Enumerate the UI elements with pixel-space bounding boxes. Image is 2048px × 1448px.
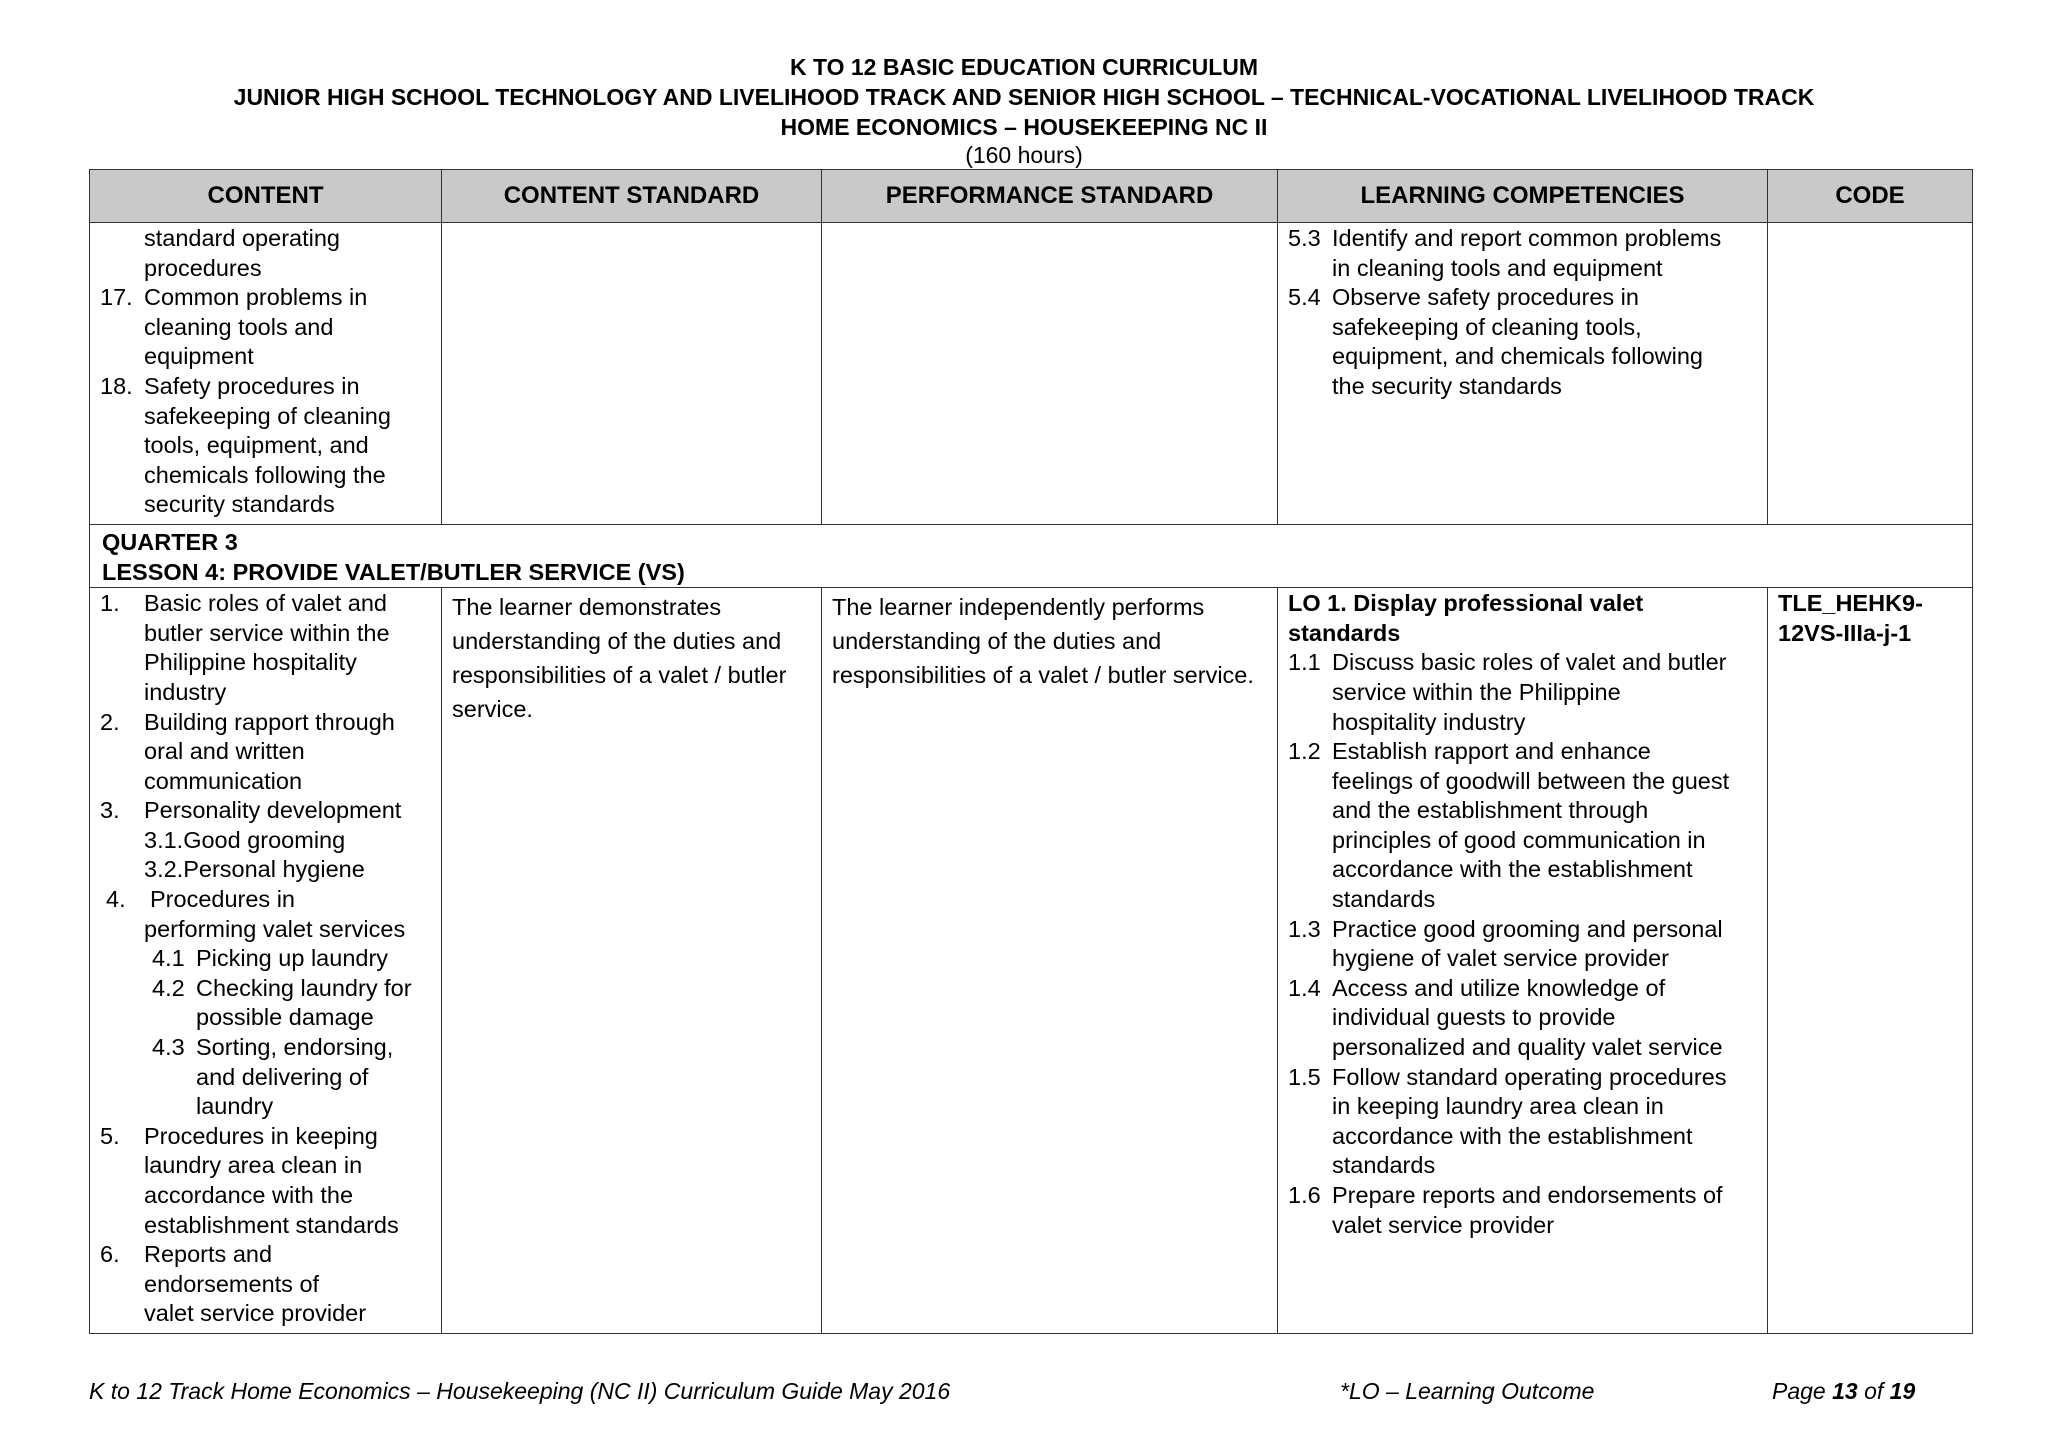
content-line: endorsements of [144, 1270, 320, 1297]
content-line: safekeeping of cleaning [144, 402, 391, 429]
competency-number: 1.1 [1288, 649, 1321, 676]
content-line: Procedures in keeping [144, 1122, 378, 1149]
content-line: tools, equipment, and [144, 432, 369, 459]
content-line: butler service within the [144, 619, 390, 646]
competency-line: accordance with the establishment [1332, 856, 1693, 883]
code-line: TLE_HEHK9- [1778, 590, 1923, 617]
competency-line: principles of good communication in [1332, 826, 1706, 853]
competency-line: Observe safety procedures in [1332, 284, 1639, 311]
code-line: 12VS-IIIa-j-1 [1778, 619, 1912, 646]
content-line: Reports and [144, 1241, 273, 1268]
content-line: Sorting, endorsing, [196, 1034, 394, 1061]
list-item [1288, 1063, 1757, 1181]
column-header-performance-standard: PERFORMANCE STANDARD [822, 170, 1278, 223]
competency-line: standards [1332, 886, 1436, 913]
competency-line: service within the Philippine [1332, 678, 1621, 705]
content-line: Procedures in [150, 886, 295, 913]
content-line: Building rapport through [144, 708, 395, 735]
page-total: 19 [1889, 1378, 1916, 1404]
table-row [90, 588, 1973, 1334]
sub-item: 3.2.Personal hygiene [144, 856, 365, 883]
content-line: valet service provider [144, 1300, 367, 1327]
competency-line: in cleaning tools and equipment [1332, 254, 1663, 281]
list-item [1288, 1181, 1757, 1240]
content-standard-cell [442, 588, 822, 1334]
competency-line: equipment, and chemicals following [1332, 343, 1703, 370]
curriculum-table [89, 169, 1973, 1334]
competency-line: Identify and report common problems [1332, 225, 1722, 251]
list-item [1288, 648, 1757, 737]
content-line: cleaning tools and [144, 313, 334, 340]
content-line: Picking up laundry [196, 945, 389, 972]
competency-line: feelings of goodwill between the guest [1332, 767, 1730, 794]
content-standard-text: The learner demonstrates understanding of the duties and responsibilities of a valet / butler service. [452, 594, 787, 723]
list-item [100, 1240, 431, 1299]
list-item [100, 1122, 431, 1240]
content-line: chemicals following the [144, 461, 386, 488]
competency-line: Access and utilize knowledge of [1332, 974, 1666, 1001]
item-number: 2. [100, 708, 120, 735]
competency-number: 1.6 [1288, 1182, 1321, 1208]
competency-number: 1.3 [1288, 915, 1321, 942]
header-title: K TO 12 BASIC EDUCATION CURRICULUM [789, 54, 1259, 80]
item-number: 18. [100, 372, 133, 399]
list-item [100, 885, 431, 944]
footer-lo-note: *LO – Learning Outcome [1340, 1378, 1595, 1404]
document-header [0, 52, 2048, 168]
sub-item-number: 4.3 [152, 1034, 185, 1061]
competency-line: in keeping laundry area clean in [1332, 1093, 1664, 1120]
content-line: possible damage [196, 1004, 374, 1031]
content-line: Safety procedures in [144, 372, 360, 399]
competency-number: 5.3 [1288, 225, 1321, 251]
item-number: 5. [100, 1122, 120, 1149]
content-line: establishment standards [144, 1211, 399, 1238]
competency-line: standards [1332, 1152, 1436, 1179]
content-line: laundry area clean in [144, 1152, 363, 1179]
list-item [1288, 974, 1757, 1063]
column-header-content-standard: CONTENT STANDARD [442, 170, 822, 223]
content-line: communication [144, 767, 303, 794]
content-line: and delivering of [196, 1063, 369, 1090]
competency-line: hygiene of valet service provider [1332, 945, 1670, 972]
sub-item [152, 1033, 431, 1122]
content-line: oral and written [144, 738, 305, 765]
competency-line: Practice good grooming and personal [1332, 915, 1723, 942]
competency-line: safekeeping of cleaning tools, [1332, 313, 1642, 340]
quarter-cell [90, 524, 1973, 587]
list-item [100, 224, 431, 283]
list-item [100, 372, 431, 520]
list-item [1288, 737, 1757, 915]
competency-line: Establish rapport and enhance [1332, 738, 1651, 765]
code-cell [1768, 588, 1973, 1334]
quarter-label: QUARTER 3 [102, 528, 238, 555]
performance-standard-text: The learner independently performs understanding of the duties and responsibilities of a valet / butler service. [832, 594, 1254, 689]
competency-line: valet service provider [1332, 1211, 1555, 1238]
content-line: standard operating [144, 225, 340, 251]
content-line: equipment [144, 343, 254, 370]
competency-number: 1.4 [1288, 974, 1321, 1001]
column-header-content: CONTENT [90, 170, 442, 223]
sub-item: 3.1.Good grooming [144, 826, 346, 853]
content-line: performing valet services [144, 915, 406, 942]
sub-item-number: 4.2 [152, 974, 185, 1001]
list-item [100, 796, 431, 826]
competency-line: individual guests to provide [1332, 1004, 1616, 1031]
header-hours: (160 hours) [965, 142, 1083, 168]
content-line: Basic roles of valet and [144, 590, 387, 617]
performance-standard-cell [822, 588, 1278, 1334]
table-row [90, 223, 1973, 525]
learning-outcome-title: LO 1. Display professional valet standards [1288, 590, 1644, 646]
list-item [1288, 283, 1757, 401]
competency-line: accordance with the establishment [1332, 1122, 1693, 1149]
content-line: industry [144, 678, 227, 705]
sub-item [152, 974, 431, 1033]
header-subject: HOME ECONOMICS – HOUSEKEEPING NC II [780, 114, 1268, 140]
footer-page-number [1772, 1377, 1915, 1405]
item-number: 4. [106, 886, 126, 913]
page-current: 13 [1832, 1378, 1858, 1404]
content-line: Checking laundry for [196, 974, 412, 1001]
competency-line: the security standards [1332, 372, 1562, 399]
sub-item [152, 944, 431, 974]
competency-line: personalized and quality valet service [1332, 1034, 1723, 1061]
competency-number: 1.5 [1288, 1063, 1321, 1090]
competency-number: 1.2 [1288, 738, 1321, 765]
list-item [100, 283, 431, 372]
content-line: laundry [196, 1093, 274, 1120]
lesson-label: LESSON 4: PROVIDE VALET/BUTLER SERVICE (VS) [102, 558, 685, 585]
content-line: security standards [144, 491, 335, 518]
item-number: 3. [100, 797, 120, 824]
content-line: Common problems in [144, 284, 368, 311]
list-item [1288, 915, 1757, 974]
sub-list [100, 826, 431, 885]
content-standard-cell [442, 223, 822, 525]
list-item [100, 708, 431, 797]
content-cell [90, 223, 442, 525]
quarter-row [90, 524, 1973, 587]
content-line: Personality development [144, 797, 402, 824]
table-header-row [90, 170, 1973, 223]
content-line: Philippine hospitality [144, 649, 357, 676]
item-number: 1. [100, 590, 120, 617]
column-header-learning-competencies: LEARNING COMPETENCIES [1278, 170, 1768, 223]
page-of: of [1857, 1378, 1890, 1404]
list-item [1288, 224, 1757, 283]
competency-line: Discuss basic roles of valet and butler [1332, 649, 1727, 676]
column-header-code: CODE [1768, 170, 1973, 223]
code-cell [1768, 223, 1973, 525]
competency-number: 5.4 [1288, 284, 1321, 311]
item-number: 6. [100, 1241, 120, 1268]
competency-line: and the establishment through [1332, 797, 1649, 824]
item-number: 17. [100, 284, 133, 311]
competency-line: Prepare reports and endorsements of [1332, 1182, 1723, 1208]
content-line: accordance with the [144, 1182, 354, 1208]
content-cell [90, 588, 442, 1334]
page-prefix: Page [1772, 1378, 1833, 1404]
header-track: JUNIOR HIGH SCHOOL TECHNOLOGY AND LIVELIHOOD TRACK AND SENIOR HIGH SCHOOL – TECHNICAL-VOCATIONAL LIVELIHOOD TRACK [233, 84, 1815, 110]
competency-line: Follow standard operating procedures [1332, 1063, 1727, 1090]
sub-list [100, 944, 431, 1122]
list-item [100, 589, 431, 707]
competency-line: hospitality industry [1332, 708, 1526, 735]
performance-standard-cell [822, 223, 1278, 525]
competencies-cell [1278, 223, 1768, 525]
sub-item-number: 4.1 [152, 945, 185, 972]
content-line: procedures [144, 254, 262, 281]
footer-guide-title: K to 12 Track Home Economics – Housekeeping (NC II) Curriculum Guide May 2016 [89, 1378, 951, 1404]
competencies-cell [1278, 588, 1768, 1334]
